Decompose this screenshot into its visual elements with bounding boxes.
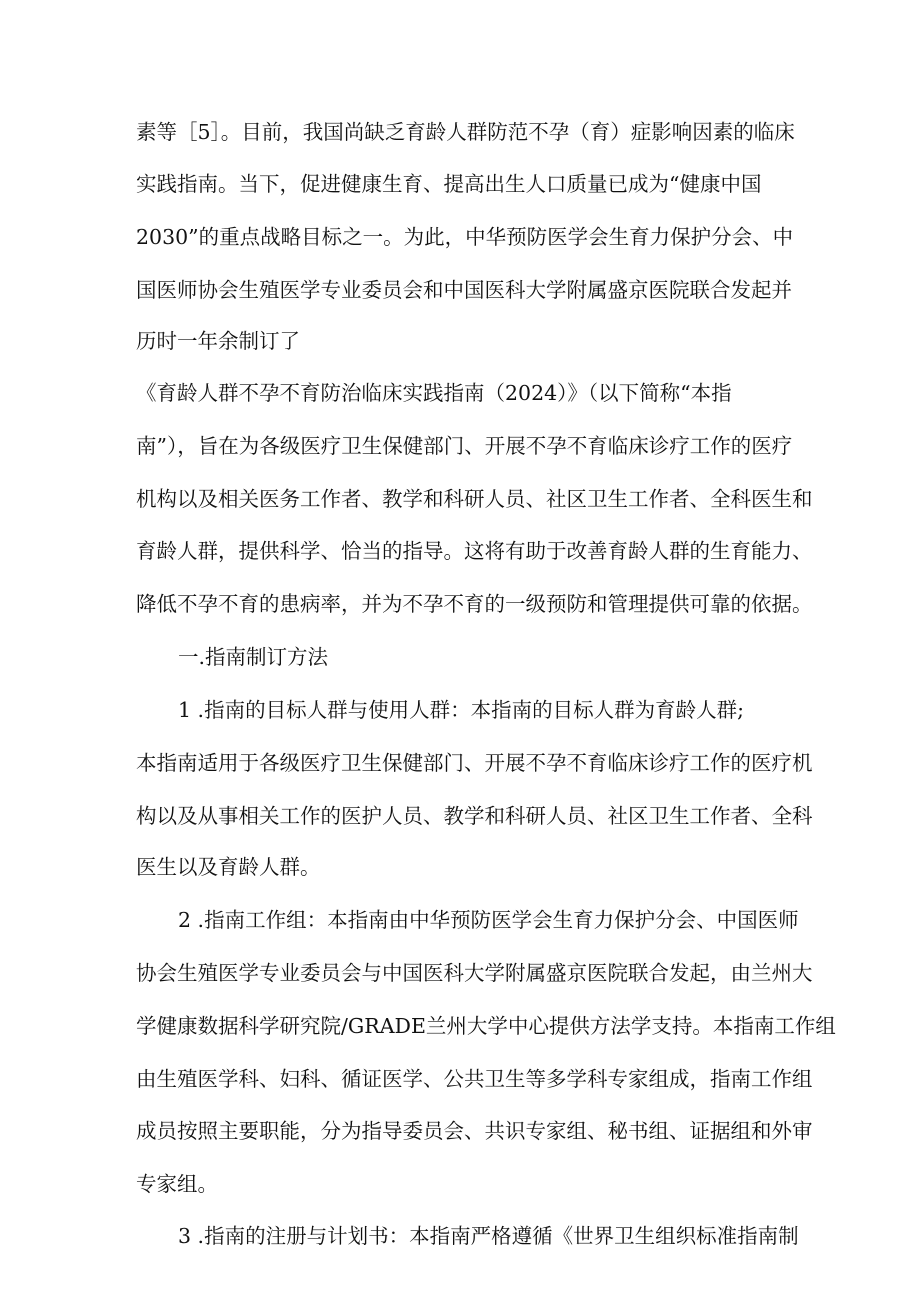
- text-line: 2030”的重点战略目标之一。为此，中华预防医学会生育力保护分会、中: [136, 225, 794, 249]
- text-line: 素等［5］。目前，我国尚缺乏育龄人群防范不孕（育）症影响因素的临床: [136, 120, 795, 144]
- text-line: 历时一年余制订了: [136, 329, 300, 353]
- text-line: 国医师协会生殖医学专业委员会和中国医科大学附属盛京医院联合发起并: [136, 278, 792, 302]
- text-line: 实践指南。当下，促进健康生育、提高出生人口质量已成为“健康中国: [136, 172, 762, 196]
- text-line: 协会生殖医学专业委员会与中国医科大学附属盛京医院联合发起，由兰州大: [136, 961, 813, 985]
- text-line: 2 .指南工作组：本指南由中华预防医学会生育力保护分会、中国医师: [178, 908, 799, 932]
- text-line: 本指南适用于各级医疗卫生保健部门、开展不孕不育临床诊疗工作的医疗机: [136, 751, 813, 775]
- text-line: 成员按照主要职能，分为指导委员会、共识专家组、秘书组、证据组和外审: [136, 1119, 813, 1143]
- text-line: 构以及从事相关工作的医护人员、教学和科研人员、社区卫生工作者、全科: [136, 804, 813, 828]
- text-line: 降低不孕不育的患病率，并为不孕不育的一级预防和管理提供可靠的依据。: [136, 592, 813, 616]
- text-line: 育龄人群，提供科学、恰当的指导。这将有助于改善育龄人群的生育能力、: [136, 539, 813, 563]
- text-line: 由生殖医学科、妇科、循证医学、公共卫生等多学科专家组成，指南工作组: [136, 1067, 813, 1091]
- text-line: 学健康数据科学研究院/GRADE兰州大学中心提供方法学支持。本指南工作组: [136, 1014, 836, 1038]
- text-line: 3 .指南的注册与计划书：本指南严格遵循《世界卫生组织标准指南制: [178, 1224, 799, 1248]
- text-line: 南”），旨在为各级医疗卫生保健部门、开展不孕不育临床诊疗工作的医疗: [136, 434, 793, 458]
- section-heading: 一.指南制订方法: [178, 645, 329, 669]
- text-line: 专家组。: [136, 1172, 218, 1196]
- text-line: 《育龄人群不孕不育防治临床实践指南（2024）》（以下简称“本指: [136, 381, 732, 405]
- text-line: 医生以及育龄人群。: [136, 855, 321, 879]
- text-line: 1 .指南的目标人群与使用人群：本指南的目标人群为育龄人群;: [178, 698, 744, 722]
- text-line: 机构以及相关医务工作者、教学和科研人员、社区卫生工作者、全科医生和: [136, 487, 813, 511]
